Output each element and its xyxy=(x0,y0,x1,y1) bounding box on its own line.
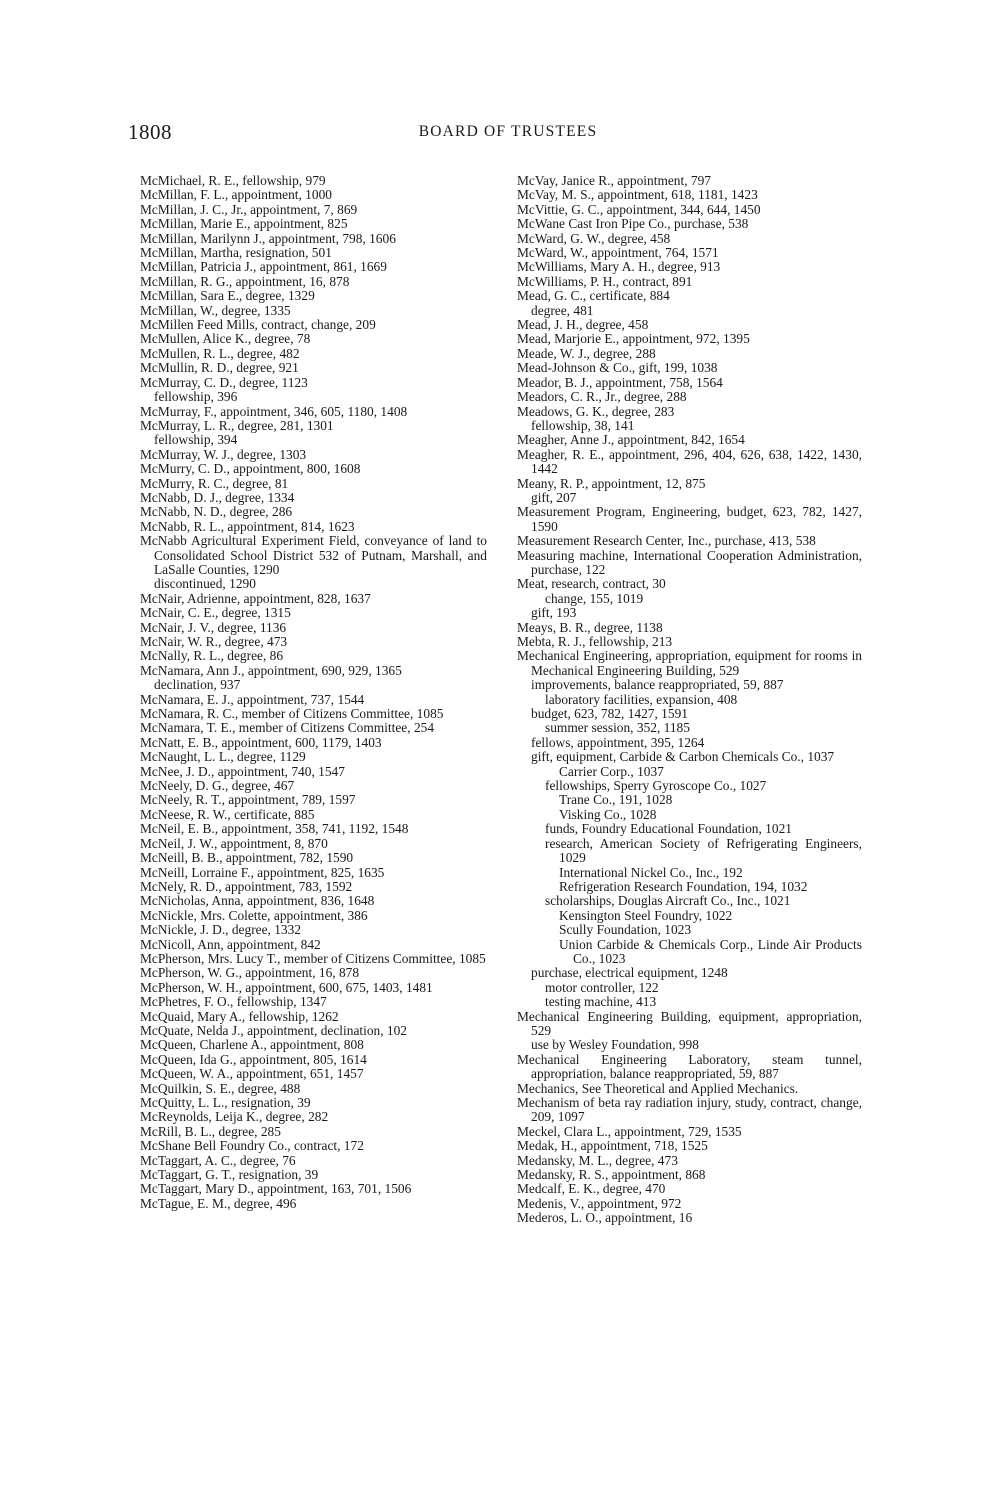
index-entry: Meat, research, contract, 30 xyxy=(517,576,666,592)
index-entry: McNabb, D. J., degree, 1334 xyxy=(140,489,295,505)
index-subentry: summer session, 352, 1185 xyxy=(545,720,690,736)
index-entry: Mechanical Engineering Building, equipment, appropriation, 529 xyxy=(517,1008,862,1038)
index-entry: McMurray, W. J., degree, 1303 xyxy=(140,446,307,462)
index-subentry: improvements, balance reappropriated, 59, 887 xyxy=(531,677,784,693)
index-entry: McNeil, E. B., appointment, 358, 741, 1192, 1548 xyxy=(140,821,409,837)
index-subentry: fellowship, 394 xyxy=(154,432,238,448)
index-entry: Meador, B. J., appointment, 758, 1564 xyxy=(517,374,723,390)
index-entry: McNee, J. D., appointment, 740, 1547 xyxy=(140,763,345,779)
index-entry: McMullin, R. D., degree, 921 xyxy=(140,360,299,376)
index-entry: Measurement Program, Engineering, budget, 623, 782, 1427, 1590 xyxy=(517,504,862,534)
index-entry: Meckel, Clara L., appointment, 729, 1535 xyxy=(517,1123,742,1139)
index-entry: McQuilkin, S. E., degree, 488 xyxy=(140,1080,301,1096)
index-entry: McNely, R. D., appointment, 783, 1592 xyxy=(140,878,353,894)
index-subentry: Trane Co., 191, 1028 xyxy=(559,792,673,808)
index-entry: McVay, M. S., appointment, 618, 1181, 1423 xyxy=(517,187,758,203)
index-entry: McMurray, L. R., degree, 281, 1301 xyxy=(140,417,334,433)
page-number: 1808 xyxy=(128,120,172,144)
index-entry: Mead, J. H., degree, 458 xyxy=(517,317,649,333)
index-entry: McQuaid, Mary A., fellowship, 1262 xyxy=(140,1008,339,1024)
index-entry: McNeely, R. T., appointment, 789, 1597 xyxy=(140,792,356,808)
index-entry: Medansky, R. S., appointment, 868 xyxy=(517,1167,706,1183)
index-entry: Meagher, R. E., appointment, 296, 404, 626, 638, 1422, 1430, 1442 xyxy=(517,446,862,477)
index-entry: McNamara, E. J., appointment, 737, 1544 xyxy=(140,691,365,707)
index-entry: McPhetres, F. O., fellowship, 1347 xyxy=(140,994,327,1010)
index-entry: Medcalf, E. K., degree, 470 xyxy=(517,1181,666,1197)
index-entry: McQuitty, L. L., resignation, 39 xyxy=(140,1095,311,1110)
index-entry: McMurry, R. C., degree, 81 xyxy=(140,475,289,491)
index-entry: McTaggart, Mary D., appointment, 163, 701, 1506 xyxy=(140,1181,412,1197)
index-entry: Meadors, C. R., Jr., degree, 288 xyxy=(517,389,687,405)
index-entry: McMillan, Marilynn J., appointment, 798, 1606 xyxy=(140,230,396,246)
index-entry: McQueen, W. A., appointment, 651, 1457 xyxy=(140,1066,364,1082)
index-subentry: testing machine, 413 xyxy=(545,994,657,1010)
index-entry: Mechanics, See Theoretical and Applied Mechanics. xyxy=(517,1080,799,1096)
index-entry: McNabb, N. D., degree, 286 xyxy=(140,504,293,520)
index-entry: Mead, G. C., certificate, 884 xyxy=(517,288,670,304)
index-subentry: discontinued, 1290 xyxy=(154,576,256,592)
index-entry: McNicholas, Anna, appointment, 836, 1648 xyxy=(140,893,375,909)
index-entry: McNamara, T. E., member of Citizens Committee, 254 xyxy=(140,720,435,736)
index-subentry: scholarships, Douglas Aircraft Co., Inc., 1021 xyxy=(545,893,791,909)
index-entry: McWard, W., appointment, 764, 1571 xyxy=(517,245,719,261)
index-entry: McPherson, Mrs. Lucy T., member of Citizens Committee, 1085 xyxy=(140,950,486,966)
index-entry: McPherson, W. H., appointment, 600, 675, 1403, 1481 xyxy=(140,979,433,995)
index-entry: McTaggart, G. T., resignation, 39 xyxy=(140,1167,319,1183)
index-entry: McMillan, Patricia J., appointment, 861, 1669 xyxy=(140,259,387,275)
page-header xyxy=(128,120,888,150)
index-entry: McShane Bell Foundry Co., contract, 172 xyxy=(140,1138,364,1154)
index-entry: Medansky, M. L., degree, 473 xyxy=(517,1152,678,1168)
index-subentry: gift, 193 xyxy=(531,605,577,621)
index-column-right xyxy=(517,174,862,1226)
index-column-left xyxy=(140,174,487,1211)
index-entry: McNabb Agricultural Experiment Field, conveyance of land to Consolidated School District 532 of Putnam, Marshall, and LaSalle Counties, 1290 xyxy=(140,533,487,577)
index-entry: McVay, Janice R., appointment, 797 xyxy=(517,173,711,188)
index-entry: McReynolds, Leija K., degree, 282 xyxy=(140,1109,329,1125)
index-entry: Medak, H., appointment, 718, 1525 xyxy=(517,1138,708,1154)
index-entry: McNeese, R. W., certificate, 885 xyxy=(140,806,315,822)
index-entry: McMurray, F., appointment, 346, 605, 1180, 1408 xyxy=(140,403,408,419)
index-entry: McWard, G. W., degree, 458 xyxy=(517,230,671,246)
index-entry: McQueen, Charlene A., appointment, 808 xyxy=(140,1037,364,1053)
index-entry: McNamara, R. C., member of Citizens Committee, 1085 xyxy=(140,706,444,722)
index-entry: McMillen Feed Mills, contract, change, 209 xyxy=(140,317,376,333)
index-subentry: fellowship, 38, 141 xyxy=(531,417,635,433)
index-subentry: gift, equipment, Carbide & Carbon Chemicals Co., 1037 xyxy=(531,749,835,765)
index-entry: McMillan, J. C., Jr., appointment, 7, 869 xyxy=(140,201,358,217)
index-entry: Meays, B. R., degree, 1138 xyxy=(517,619,663,635)
index-entry: McMillan, W., degree, 1335 xyxy=(140,302,291,318)
index-entry: McMillan, F. L., appointment, 1000 xyxy=(140,187,332,203)
index-entry: McRill, B. L., degree, 285 xyxy=(140,1123,281,1139)
index-entry: McMullen, R. L., degree, 482 xyxy=(140,345,300,361)
index-entry: Meade, W. J., degree, 288 xyxy=(517,345,656,361)
index-entry: McNatt, E. B., appointment, 600, 1179, 1403 xyxy=(140,734,382,750)
index-subentry: Visking Co., 1028 xyxy=(559,806,657,822)
index-entry: Measuring machine, International Cooperation Administration, purchase, 122 xyxy=(517,547,862,577)
index-subentry: Carrier Corp., 1037 xyxy=(559,763,664,779)
index-entry: McNair, W. R., degree, 473 xyxy=(140,634,288,649)
index-subentry: Refrigeration Research Foundation, 194, 1032 xyxy=(559,878,808,894)
index-entry: McPherson, W. G., appointment, 16, 878 xyxy=(140,965,360,981)
index-subentry: Union Carbide & Chemicals Corp., Linde Air Products Co., 1023 xyxy=(559,936,862,966)
index-subentry: fellows, appointment, 395, 1264 xyxy=(531,734,705,750)
index-entry: McNickle, J. D., degree, 1332 xyxy=(140,922,302,938)
index-subentry: fellowships, Sperry Gyroscope Co., 1027 xyxy=(545,778,767,794)
index-subentry: research, American Society of Refrigerating Engineers, 1029 xyxy=(545,835,862,866)
index-entry: Meagher, Anne J., appointment, 842, 1654 xyxy=(517,432,745,448)
index-entry: McMichael, R. E., fellowship, 979 xyxy=(140,173,326,188)
index-entry: McMillan, Sara E., degree, 1329 xyxy=(140,288,315,304)
index-entry: McNair, Adrienne, appointment, 828, 1637 xyxy=(140,590,371,606)
index-entry: McTague, E. M., degree, 496 xyxy=(140,1195,297,1211)
index-subentry: change, 155, 1019 xyxy=(545,590,644,606)
index-subentry: Kensington Steel Foundry, 1022 xyxy=(559,907,733,923)
index-entry: McNickle, Mrs. Colette, appointment, 386 xyxy=(140,907,368,923)
index-subentry: declination, 937 xyxy=(154,677,241,693)
index-entry: Mechanical Engineering Laboratory, steam tunnel, appropriation, balance reappropriated, 59, 887 xyxy=(517,1051,862,1082)
index-subentry: laboratory facilities, expansion, 408 xyxy=(545,691,738,707)
index-entry: Mead-Johnson & Co., gift, 199, 1038 xyxy=(517,360,718,376)
index-entry: McNair, C. E., degree, 1315 xyxy=(140,605,291,621)
index-subentry: purchase, electrical equipment, 1248 xyxy=(531,965,728,981)
index-entry: McMurray, C. D., degree, 1123 xyxy=(140,374,308,390)
index-entry: Measurement Research Center, Inc., purchase, 413, 538 xyxy=(517,533,816,549)
index-subentry: use by Wesley Foundation, 998 xyxy=(531,1037,699,1053)
index-entry: McNabb, R. L., appointment, 814, 1623 xyxy=(140,518,355,534)
index-entry: Mead, Marjorie E., appointment, 972, 1395 xyxy=(517,331,750,347)
index-subentry: budget, 623, 782, 1427, 1591 xyxy=(531,706,688,722)
index-entry: McMullen, Alice K., degree, 78 xyxy=(140,331,311,347)
running-title: BOARD OF TRUSTEES xyxy=(418,123,598,140)
index-entry: McNeil, J. W., appointment, 8, 870 xyxy=(140,835,328,851)
index-entry: McNaught, L. L., degree, 1129 xyxy=(140,749,306,765)
index-entry: Mederos, L. O., appointment, 16 xyxy=(517,1210,693,1226)
index-subentry: motor controller, 122 xyxy=(545,979,659,995)
index-entry: McNeely, D. G., degree, 467 xyxy=(140,778,295,794)
index-entry: McMurry, C. D., appointment, 800, 1608 xyxy=(140,461,361,477)
index-entry: McWane Cast Iron Pipe Co., purchase, 538 xyxy=(517,216,749,232)
index-entry: McWilliams, P. H., contract, 891 xyxy=(517,273,693,289)
index-subentry: funds, Foundry Educational Foundation, 1021 xyxy=(545,821,792,837)
index-subentry: International Nickel Co., Inc., 192 xyxy=(559,864,743,880)
index-entry: McVittie, G. C., appointment, 344, 644, 1450 xyxy=(517,201,761,217)
index-entry: McQuate, Nelda J., appointment, declination, 102 xyxy=(140,1022,408,1038)
index-entry: McTaggart, A. C., degree, 76 xyxy=(140,1152,296,1168)
index-entry: Medenis, V., appointment, 972 xyxy=(517,1195,682,1211)
index-entry: Mebta, R. J., fellowship, 213 xyxy=(517,634,673,649)
index-entry: Meany, R. P., appointment, 12, 875 xyxy=(517,475,706,491)
index-entry: Meadows, G. K., degree, 283 xyxy=(517,403,675,419)
index-entry: McNeill, Lorraine F., appointment, 825, 1635 xyxy=(140,864,385,880)
index-subentry: fellowship, 396 xyxy=(154,389,238,405)
index-entry: McMillan, Marie E., appointment, 825 xyxy=(140,216,348,232)
index-entry: McMillan, Martha, resignation, 501 xyxy=(140,245,332,261)
index-subentry: Scully Foundation, 1023 xyxy=(559,922,692,938)
index-entry: Mechanism of beta ray radiation injury, study, contract, change, 209, 1097 xyxy=(517,1095,862,1125)
index-subentry: gift, 207 xyxy=(531,489,577,505)
index-entry: McWilliams, Mary A. H., degree, 913 xyxy=(517,259,721,275)
index-subentry: degree, 481 xyxy=(531,302,594,318)
index-entry: McMillan, R. G., appointment, 16, 878 xyxy=(140,273,350,289)
index-entry: McNally, R. L., degree, 86 xyxy=(140,648,284,664)
index-entry: McNair, J. V., degree, 1136 xyxy=(140,619,287,635)
index-entry: McNeill, B. B., appointment, 782, 1590 xyxy=(140,850,354,866)
index-entry: McQueen, Ida G., appointment, 805, 1614 xyxy=(140,1051,367,1067)
index-entry: McNamara, Ann J., appointment, 690, 929, 1365 xyxy=(140,662,402,678)
index-entry: Mechanical Engineering, appropriation, equipment for rooms in Mechanical Engineering Building, 529 xyxy=(517,648,862,678)
index-entry: McNicoll, Ann, appointment, 842 xyxy=(140,936,321,952)
